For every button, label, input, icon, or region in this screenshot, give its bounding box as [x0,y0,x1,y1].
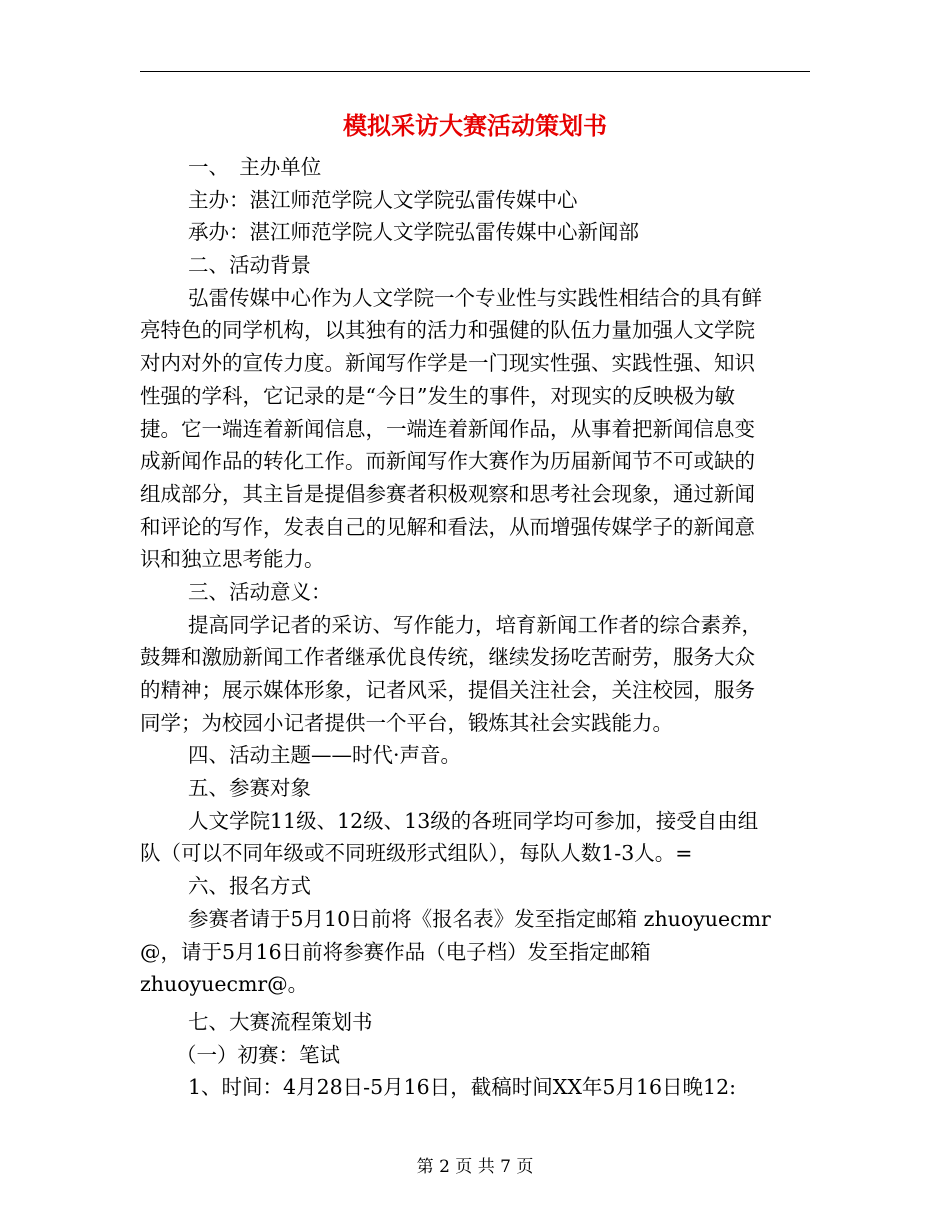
paragraph-line: @，请于5月16日前将参赛作品（电子档）发至指定邮箱 [140,939,651,964]
paragraph-line: 提高同学记者的采访、写作能力，培育新闻工作者的综合素养， [188,612,762,637]
document-body [140,151,800,1104]
paragraph-line: 亮特色的同学机构，以其独有的活力和强健的队伍力量加强人文学院 [140,318,755,343]
paragraph-line: 1、时间：4月28日-5月16日，截稿时间XX年5月16日晚12: [188,1075,737,1100]
paragraph-line: 对内对外的宣传力度。新闻写作学是一门现实性强、实践性强、知识 [140,351,755,376]
paragraph-line: 成新闻作品的转化工作。而新闻写作大赛作为历届新闻节不可或缺的 [140,449,755,474]
paragraph-line: 识和独立思考能力。 [140,547,325,572]
page-number: 第 2 页 共 7 页 [416,1157,534,1177]
paragraph-line: 队（可以不同年级或不同班级形式组队），每队人数1-3人。= [140,841,693,866]
subsection-heading-preliminary: （一）初赛：笔试 [176,1042,340,1067]
paragraph-line: 鼓舞和激励新闻工作者继承优良传统，继续发扬吃苦耐劳，服务大众 [140,645,755,670]
header-rule [140,71,810,72]
paragraph-line: 同学；为校园小记者提供一个平台，锻炼其社会实践能力。 [140,710,673,735]
paragraph-line: 性强的学科，它记录的是“今日”发生的事件，对现实的反映极为敏 [140,383,735,408]
section-heading-participants: 五、参赛对象 [188,776,311,801]
paragraph-line: 弘雷传媒中心作为人文学院一个专业性与实践性相结合的具有鲜 [188,285,762,310]
paragraph-line: zhuoyuecmr@。 [140,972,309,997]
section-heading-theme: 四、活动主题——时代·声音。 [188,743,462,768]
paragraph-line: 参赛者请于5月10日前将《报名表》发至指定邮箱 zhuoyuecmr [188,906,771,931]
section-heading-organizers: 一、 主办单位 [188,155,322,179]
paragraph-line: 捷。它一端连着新闻信息，一端连着新闻作品，从事着把新闻信息变 [140,416,755,441]
paragraph-line: 组成部分，其主旨是提倡参赛者积极观察和思考社会现象，通过新闻 [140,481,755,506]
paragraph-line: 和评论的写作，发表自己的见解和看法，从而增强传媒学子的新闻意 [140,514,755,539]
organizer-line: 主办：湛江师范学院人文学院弘雷传媒中心 [188,187,578,212]
section-heading-process: 七、大赛流程策划书 [188,1009,373,1034]
section-heading-registration: 六、报名方式 [188,874,311,899]
co-organizer-line: 承办：湛江师范学院人文学院弘雷传媒中心新闻部 [188,220,639,245]
paragraph-line: 人文学院11级、12级、13级的各班同学均可参加，接受自由组 [188,808,759,833]
document-title: 模拟采访大赛活动策划书 [343,111,607,140]
section-heading-significance: 三、活动意义： [188,579,332,604]
section-heading-background: 二、活动背景 [188,253,311,278]
paragraph-line: 的精神；展示媒体形象，记者风采，提倡关注社会，关注校园，服务 [140,678,755,702]
